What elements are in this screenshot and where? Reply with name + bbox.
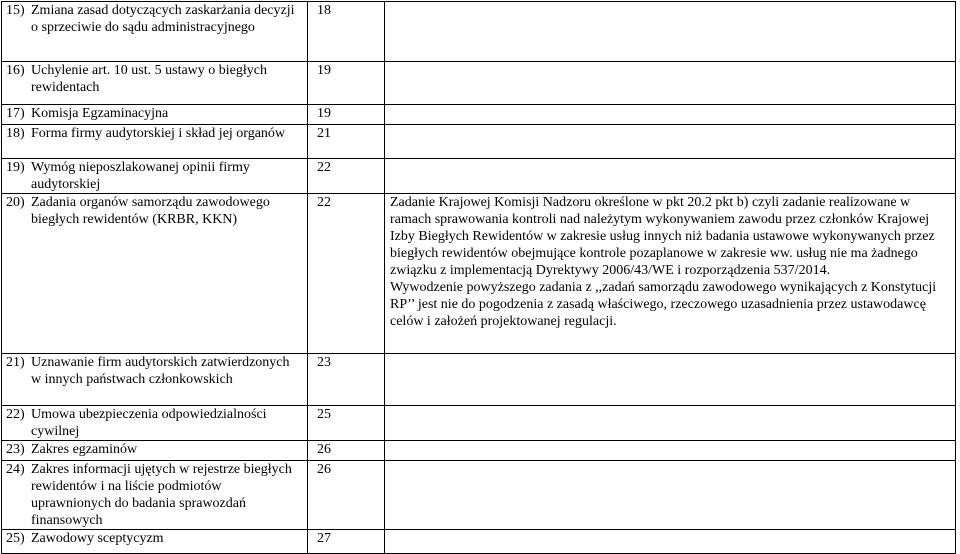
comment-cell: [385, 441, 956, 461]
page-number: 25: [317, 407, 331, 422]
comment-cell: [385, 159, 956, 194]
page-number: 22: [317, 195, 331, 210]
table-row: [2, 441, 956, 461]
item-number: 20): [6, 195, 25, 210]
page-number: 21: [317, 126, 331, 141]
topic-cell: [2, 159, 308, 194]
comment-paragraph: Zadanie Krajowej Komisji Nadzoru określone w pkt 20.2 pkt b) czyli zadanie realizowane w ramach sprawowania kontroli nad należytym wykonywaniem zawodu przez członków Krajowej Izby Biegłych Rewidentów w zakresie usług innych niż badania ustawowe wykonywanych przez biegłych rewidentów obejmujące kontrole pozaplanowe w zakresie ww. usług nie ma żadnego związku z implementacją Dyrektywy 2006/43/WE i rozporządzenia 537/2014.: [390, 195, 935, 278]
item-number: 23): [6, 442, 25, 457]
item-title: Umowa ubezpieczenia odpowiedzialności cywilnej: [31, 407, 267, 439]
item-number: 17): [6, 106, 25, 121]
page-cell: [308, 441, 385, 461]
item-number: 22): [6, 407, 25, 422]
page-cell: [308, 62, 385, 105]
item-title: Zakres egzaminów: [31, 442, 138, 457]
table-row: [2, 530, 956, 554]
table-row: [2, 354, 956, 406]
item-title: Wymóg nieposzlakowanej opinii firmy audytorskiej: [31, 160, 250, 192]
item-title: Zakres informacji ujętych w rejestrze biegłych rewidentów i na liście podmiotów uprawnionych do badania sprawozdań finansowych: [31, 462, 292, 528]
topic-cell: [2, 530, 308, 554]
comment-cell: [385, 530, 956, 554]
comment-cell: [385, 354, 956, 406]
comment-cell: [385, 105, 956, 125]
table-row: [2, 194, 956, 354]
topic-cell: [2, 2, 308, 62]
comment-cell: [385, 194, 956, 354]
comments-table: [1, 1, 956, 554]
item-title: Forma firmy audytorskiej i skład jej organów: [31, 126, 286, 141]
topic-cell: [2, 194, 308, 354]
table-row: [2, 159, 956, 194]
topic-cell: [2, 62, 308, 105]
comment-cell: [385, 2, 956, 62]
table-row: [2, 105, 956, 125]
comment-cell: [385, 125, 956, 159]
comment-cell: [385, 406, 956, 441]
item-number: 24): [6, 462, 25, 477]
page-cell: [308, 105, 385, 125]
page-number: 22: [317, 160, 331, 175]
page-number: 26: [317, 462, 331, 477]
item-number: 16): [6, 63, 25, 78]
topic-cell: [2, 406, 308, 441]
item-number: 25): [6, 531, 25, 546]
topic-cell: [2, 105, 308, 125]
item-number: 18): [6, 126, 25, 141]
page-number: 18: [317, 3, 331, 18]
page-cell: [308, 125, 385, 159]
page-cell: [308, 461, 385, 530]
item-title: Uchylenie art. 10 ust. 5 ustawy o biegłych rewidentach: [31, 63, 268, 95]
page-number: 19: [317, 63, 331, 78]
comment-cell: [385, 62, 956, 105]
table-row: [2, 406, 956, 441]
table-row: [2, 461, 956, 530]
page-number: 19: [317, 106, 331, 121]
topic-cell: [2, 125, 308, 159]
page-cell: [308, 194, 385, 354]
topic-cell: [2, 461, 308, 530]
page-cell: [308, 354, 385, 406]
table-row: [2, 2, 956, 62]
page-cell: [308, 2, 385, 62]
table-row: [2, 62, 956, 105]
item-title: Zadania organów samorządu zawodowego biegłych rewidentów (KRBR, KKN): [31, 195, 270, 227]
page-cell: [308, 530, 385, 554]
page-cell: [308, 406, 385, 441]
item-title: Komisja Egzaminacyjna: [31, 106, 169, 121]
item-title: Uznawanie firm audytorskich zatwierdzonych w innych państwach członkowskich: [31, 355, 290, 387]
page-number: 23: [317, 355, 331, 370]
page-number: 27: [317, 531, 331, 546]
page-cell: [308, 159, 385, 194]
item-number: 15): [6, 3, 25, 18]
item-number: 21): [6, 355, 25, 370]
item-title: Zawodowy sceptycyzm: [31, 531, 164, 546]
comment-text: [385, 194, 955, 330]
comment-cell: [385, 461, 956, 530]
comment-paragraph: Wywodzenie powyższego zadania z ,,zadań samorządu zawodowego wynikających z Konstytucji RP’’ jest nie do pogodzenia z zasadą właściwego, rzeczowego uzasadnienia przez ustawodawcę celów i założeń projektowanej regulacji.: [390, 280, 937, 329]
page-number: 26: [317, 442, 331, 457]
item-number: 19): [6, 160, 25, 175]
topic-cell: [2, 441, 308, 461]
topic-cell: [2, 354, 308, 406]
table-row: [2, 125, 956, 159]
item-title: Zmiana zasad dotyczących zaskarżania decyzji o sprzeciwie do sądu administracyjnego: [31, 3, 295, 35]
